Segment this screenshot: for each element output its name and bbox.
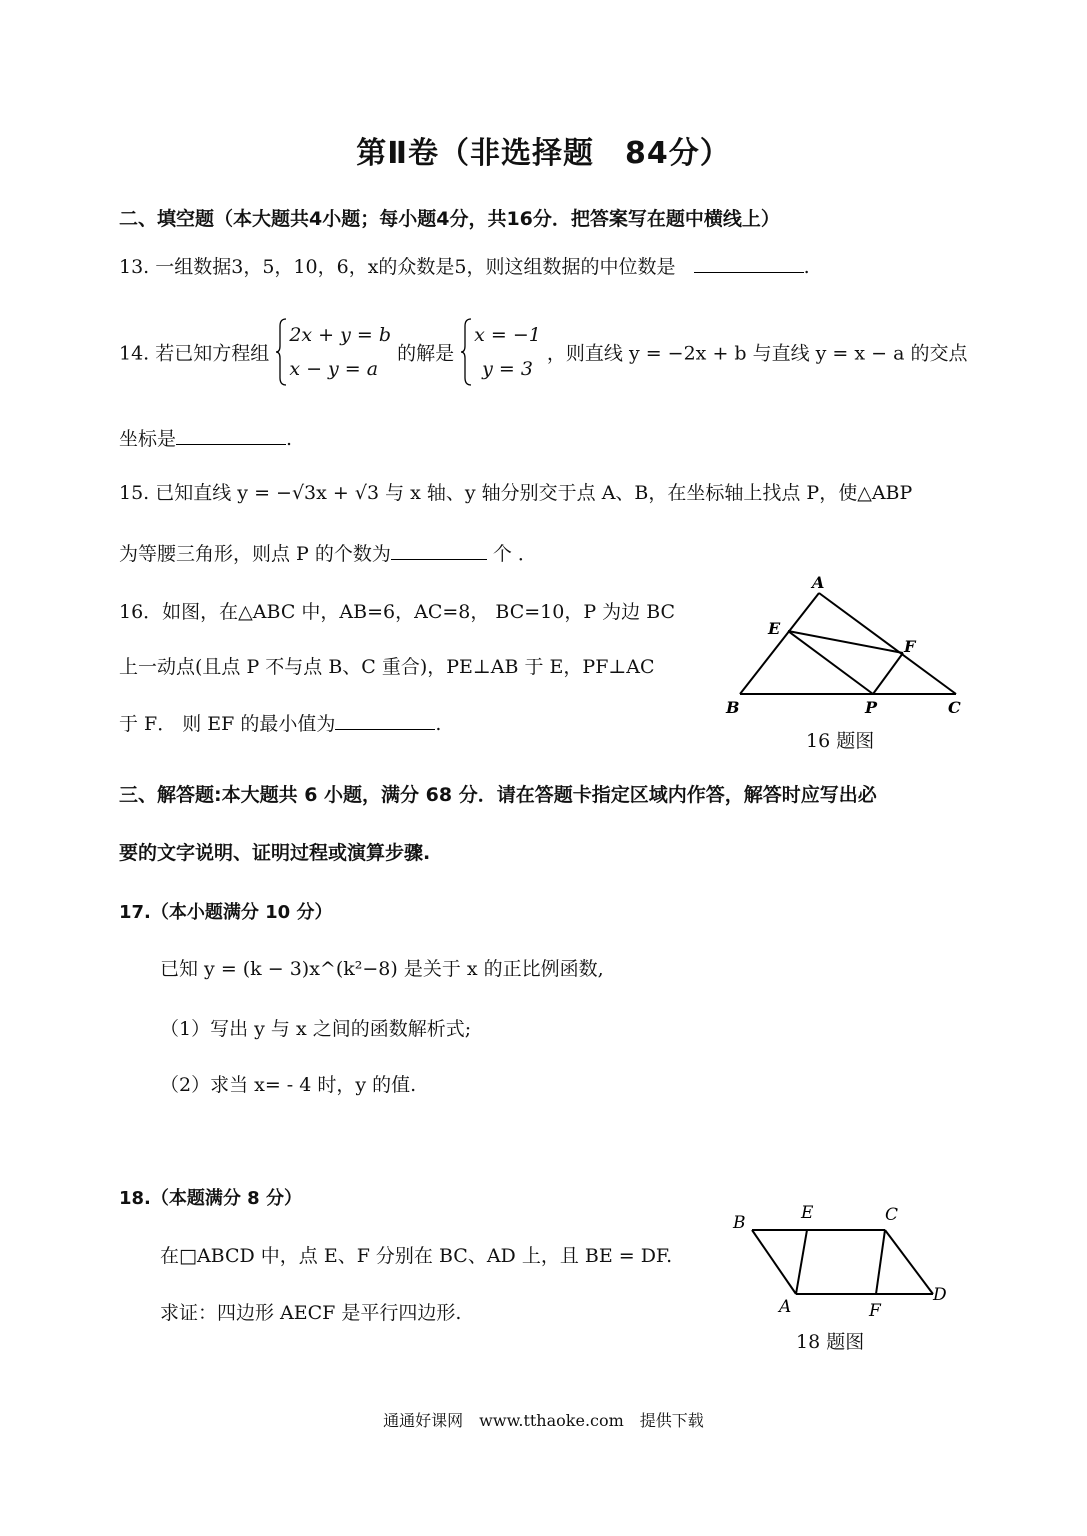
brace-icon [460,318,472,386]
segment-pf [873,653,903,694]
label-f: F [869,1301,881,1321]
q14-system-equations [275,318,391,386]
q14-mid: 的解是 [397,342,455,365]
q13-end: . [803,256,810,278]
q18-line2: 求证：四边形 AECF 是平行四边形. [160,1302,462,1324]
question-16-line3 [119,709,441,736]
segment-ae [796,1230,807,1294]
label-b: B [726,698,740,717]
segment-ab [752,1230,796,1294]
q14-sys1-line1: 2x + y = b [289,324,392,346]
segment-pe [788,631,873,694]
q15-line1: 15. 已知直线 y = −√3x + √3 与 x 轴、y 轴分别交于点 A、B，在坐标轴上找点 P，使△ABP [119,482,913,504]
label-c: C [885,1205,899,1225]
segment-ab [740,593,819,694]
page-footer: 通通好课网 www.tthaoke.com 提供下载 [383,1411,704,1430]
q14-answer-blank [176,424,286,445]
page-title: 第Ⅱ卷（非选择题 84分） [356,136,731,171]
q17-stem: 已知 y = (k − 3)x^(k²−8) 是关于 x 的正比例函数, [160,958,604,980]
q16-line2: 上一动点(且点 P 不与点 B、C 重合)，PE⊥AB 于 E，PF⊥AC [119,656,655,678]
question-14 [119,318,967,390]
q15-answer-blank [391,539,487,560]
label-b: B [733,1213,746,1233]
q14-sys2-line1: x = −1 [474,324,541,346]
question-15-line2 [119,539,537,566]
q18-heading: 18.（本题满分 8 分） [119,1188,302,1209]
label-e: E [768,619,781,638]
q18-line1: 在□ABCD 中，点 E、F 分别在 BC、AD 上，且 BE = DF. [160,1245,673,1267]
label-c: C [948,698,961,717]
q16-answer-blank [335,709,435,730]
question-13 [119,252,810,279]
q16-line3: 于 F． 则 EF 的最小值为 [119,713,336,735]
section2-heading: 二、填空题（本大题共4小题；每小题4分，共16分．把答案写在题中横线上） [119,208,780,230]
q13-text: 13. 一组数据3，5，10，6，x的众数是5，则这组数据的中位数是 [119,256,676,278]
q17-part2: （2）求当 x= - 4 时，y 的值. [160,1074,417,1096]
figure-16-triangle [720,570,970,720]
label-a: A [779,1297,792,1317]
brace-icon [275,318,287,386]
q14-tail: ，则直线 y = −2x + b 与直线 y = x − a 的交点 [546,342,968,365]
q16-line1: 16．如图，在△ABC 中，AB=6，AC=8， BC=10，P 为边 BC [119,601,676,623]
figure-18-parallelogram [725,1196,955,1326]
segment-cf [876,1230,885,1294]
label-f: F [904,637,916,656]
q17-heading: 17.（本小题满分 10 分） [119,902,333,923]
q17-part1: （1）写出 y 与 x 之间的函数解析式; [160,1018,472,1040]
section3-heading-line2: 要的文字说明、证明过程或演算步骤. [119,842,431,864]
q14-solution [460,318,541,386]
q14-lead: 14. 若已知方程组 [119,342,270,365]
label-e: E [801,1203,814,1223]
q14-end: . [286,428,293,450]
figure-16-caption: 16 题图 [806,730,875,752]
figure-18-caption: 18 题图 [796,1331,865,1353]
q14-line2: 坐标是 [119,428,177,450]
q14-sys2-line2: y = 3 [482,358,533,380]
question-14-line2 [119,424,292,451]
q15-line2: 为等腰三角形，则点 P 的个数为 [119,543,391,565]
segment-cd [885,1230,933,1294]
label-p: P [865,698,878,717]
label-d: D [933,1285,947,1305]
q13-answer-blank [694,252,804,273]
label-a: A [812,573,825,592]
q15-end: 个 ． [492,543,537,565]
q14-sys1-line2: x − y = a [289,358,379,380]
q16-end: . [435,713,442,735]
segment-ac [819,593,956,694]
section3-heading-line1: 三、解答题:本大题共 6 小题，满分 68 分．请在答题卡指定区域内作答，解答时应写出必 [119,784,877,806]
